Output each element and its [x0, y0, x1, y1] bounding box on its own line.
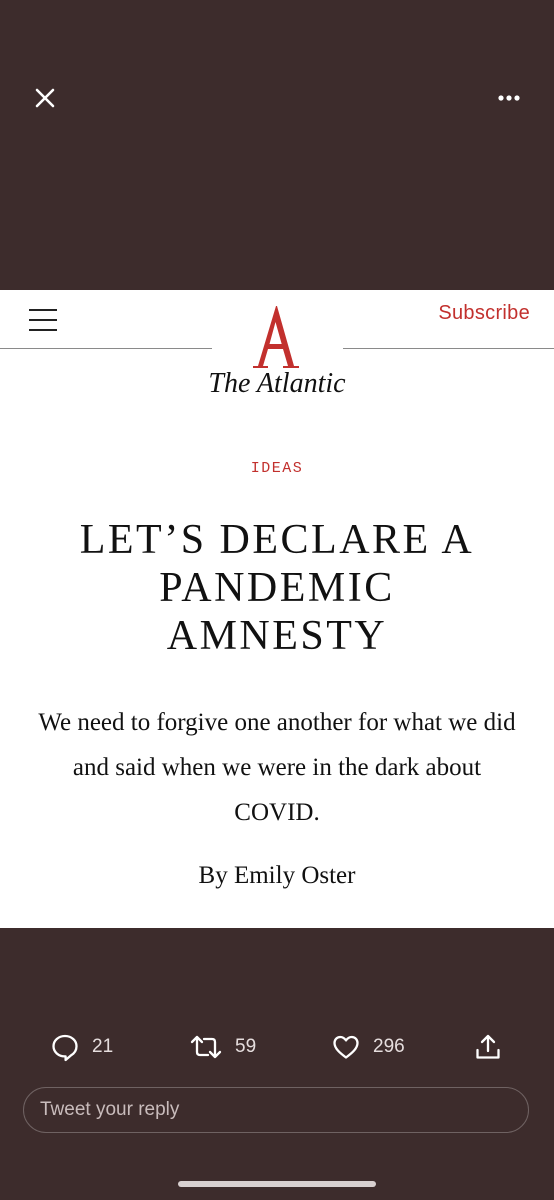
header-rule-right — [343, 348, 554, 349]
like-button[interactable] — [331, 1028, 405, 1066]
like-count: 296 — [373, 1036, 405, 1057]
viewer-top-bar — [0, 0, 554, 290]
retweet-icon — [189, 1032, 223, 1062]
hamburger-menu-icon — [28, 307, 58, 333]
close-icon — [30, 83, 60, 113]
subscribe-link: Subscribe — [438, 302, 530, 324]
home-indicator[interactable] — [178, 1181, 376, 1187]
article-headline — [30, 516, 524, 660]
atlantic-logo-mark — [252, 304, 300, 370]
retweet-count: 59 — [235, 1036, 257, 1057]
more-horizontal-icon — [490, 83, 528, 113]
article-byline: By Emily Oster — [198, 862, 356, 889]
close-button[interactable] — [30, 83, 60, 113]
reply-icon — [50, 1032, 80, 1062]
headline-line: LET’S DECLARE A — [79, 517, 475, 563]
share-button[interactable] — [473, 1028, 503, 1066]
reply-button[interactable] — [50, 1028, 113, 1066]
section-label: IDEAS — [250, 460, 304, 477]
reply-count: 21 — [92, 1036, 114, 1057]
hamburger-menu-button — [28, 307, 58, 333]
reply-placeholder: Tweet your reply — [40, 1099, 180, 1120]
article-dek: We need to forgive one another for what we did and said when we were in the dark about COVID. — [38, 709, 516, 826]
tweet-action-bar — [0, 1028, 554, 1066]
headline-line: PANDEMIC — [159, 565, 395, 611]
share-icon — [473, 1032, 503, 1062]
publication-name: The Atlantic — [208, 368, 346, 399]
header-rule-left — [0, 348, 212, 349]
like-icon — [331, 1032, 361, 1062]
retweet-button[interactable] — [189, 1028, 256, 1066]
reply-input[interactable] — [23, 1087, 529, 1133]
more-options-button[interactable] — [490, 83, 528, 113]
article-image[interactable] — [0, 290, 554, 928]
headline-line: AMNESTY — [166, 613, 388, 659]
